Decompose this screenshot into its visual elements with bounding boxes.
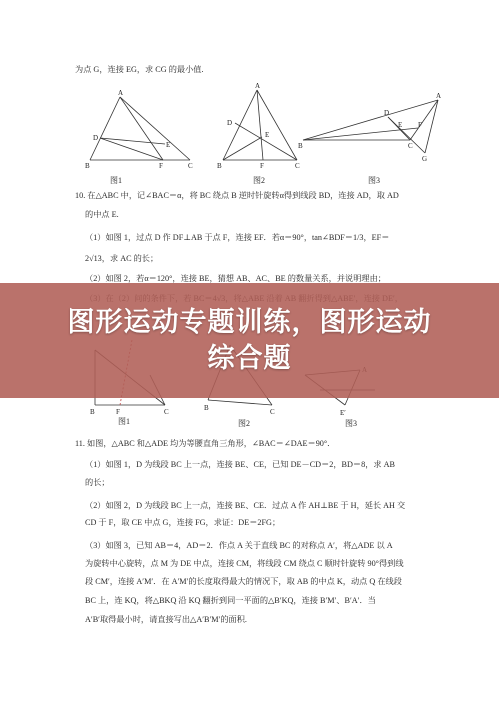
q11-line-4: （2）如图 2，D 为线段 BC 上一点，连接 BE、CE．过点 A 作 AH⊥BE 于 H，延长 AH 交 [85,501,406,510]
fig2-label-E: E [265,131,270,139]
title-banner [0,283,499,398]
top-text: 为点 G，连接 EG，求 CG 的最小值. [75,65,204,74]
q10-intro: 10. 在△ABC 中，记∠BAC＝α，将 BC 绕点 B 逆时针旋转α得到线段 BD，连接 AD，取 AD [75,191,399,200]
row2-fig1-label-B: B [90,408,95,416]
fig3-label-A: A [436,92,442,100]
fig3-caption: 图3 [368,176,380,185]
q10-intro-2: 的中点 E. [85,210,119,219]
row2-fig3-label-E: E′ [340,409,346,417]
fig2-label-B: B [217,162,222,170]
fig1-caption: 图1 [110,176,122,185]
q10-part1-b: 2√13，求 AC 的长； [85,254,159,263]
fig1-label-E: E [166,141,171,149]
fig2-label-A: A [255,82,261,90]
fig2-caption: 图2 [253,176,265,185]
q11-line-9: BC 上，连 KQ，将△BKQ 沿 KQ 翻折到同一平面的△B′KQ，连接 B′M′、B′A′．当 [85,596,376,605]
q11-line-1: 11. 如图，△ABC 和△ADE 均为等腰直角三角形，∠BAC＝∠DAE＝90°． [75,439,336,448]
fig3-label-G: G [422,155,428,163]
fig1-label-C: C [188,162,193,170]
q11-line-5: CD 于 F，取 CE 中点 G，连接 FG，求证：DE＝2FG； [85,518,281,527]
q10-part1-a: （1）如图 1，过点 D 作 DF⊥AB 于点 F，连接 EF．若α＝90°，tan∠BDF＝1/3，EF＝ [85,233,390,242]
q11-line-6: （3）如图 3，已知 AB＝4，AD＝2．作点 A 关于直线 BC 的对称点 A′，将△ADE 以 A [85,541,393,550]
row2-fig2-label-B: B [204,404,209,412]
figure-2-triangle [215,82,305,170]
row2-fig2-label-C: C [270,408,275,416]
row2-fig1-label-F: F [116,408,120,416]
q11-line-2: （1）如图 1，D 为线段 BC 上一点，连接 BE、CE，已知 DE－CD＝2，BD＝8，求 AB [85,460,395,469]
fig1-label-F: F [159,162,163,170]
fig3-label-D: D [384,109,390,117]
banner-title-line-2: 综合题 [207,342,292,374]
q11-line-10: A′B′取得最小时，请直接写出△A′B′M′的面积. [85,615,247,624]
fig1-label-B: B [85,162,90,170]
fig3-label-C: C [408,142,413,150]
q11-line-7: 为旋转中心旋转，点 M 为 DE 中点，连接 CM，将线段 CM 绕点 C 顺时针旋转 90°得到线 [85,559,404,568]
fig1-label-D: D [93,134,99,142]
figure-3-triangle [298,92,448,165]
figure-1-triangle [85,89,195,172]
q10-part2: （2）如图 2，若α＝120°，连接 BE，猜想 AB、AC、BE 的数量关系，并说明理由； [85,274,386,283]
fig2-label-D: D [227,119,233,127]
fig3-label-E: E [398,121,403,129]
row2-fig2-caption: 图2 [238,419,250,428]
row2-fig1-caption: 图1 [118,417,130,426]
row2-fig1-label-C: C [164,408,169,416]
q11-line-8: 段 CM′，连接 A′M′．在 A′M′的长度取得最大的情况下，取 AB 的中点 K，动点 Q 在线段 [85,577,402,586]
fig3-label-B: B [298,142,303,150]
fig2-label-C: C [295,162,300,170]
fig2-label-F: F [260,162,264,170]
fig3-label-F: F [418,121,422,129]
banner-title-line-1: 图形运动专题训练，图形运动 [67,306,432,338]
q11-line-3: 的长； [85,478,110,487]
fig1-label-A: A [118,89,124,97]
row2-fig3-caption: 图3 [345,419,357,428]
